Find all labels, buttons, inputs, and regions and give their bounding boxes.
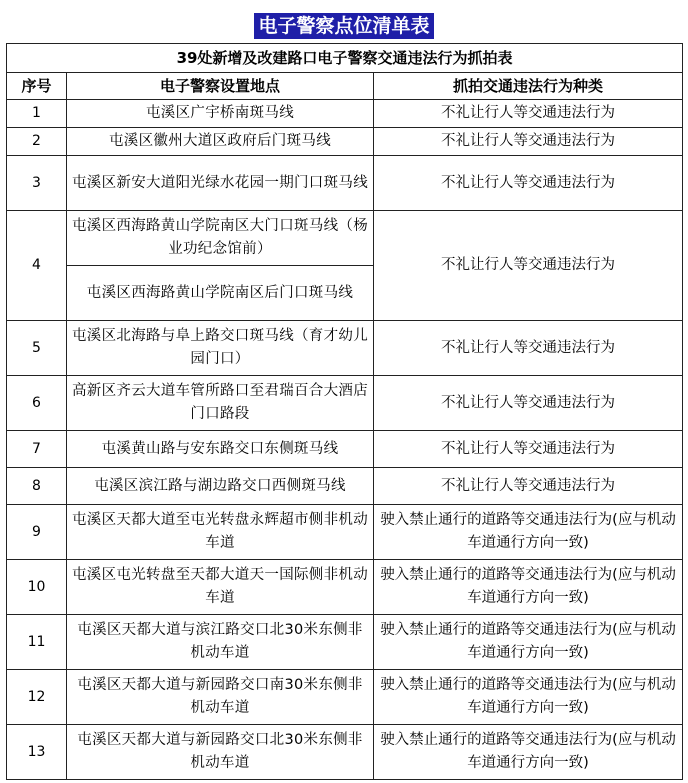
table-row [7,128,683,156]
row-number: 2 [7,128,67,156]
row-number: 3 [7,156,67,211]
row-number: 8 [7,468,67,505]
title-area [0,13,688,39]
row-location: 屯溪区西海路黄山学院南区大门口斑马线（杨业功纪念馆前） [67,211,374,266]
table-row [7,100,683,128]
row-location: 屯溪区天都大道与新园路交口北30米东侧非机动车道 [67,725,374,780]
row-violation: 不礼让行人等交通违法行为 [374,321,683,376]
table-row [7,211,683,266]
row-violation: 不礼让行人等交通违法行为 [374,100,683,128]
row-location: 屯溪黄山路与安东路交口东侧斑马线 [67,431,374,468]
row-violation: 不礼让行人等交通违法行为 [374,468,683,505]
violation-table [6,43,683,780]
table-row [7,468,683,505]
table-row [7,156,683,211]
row-violation: 驶入禁止通行的道路等交通违法行为(应与机动车道通行方向一致) [374,725,683,780]
row-number: 11 [7,615,67,670]
header-violation-type: 抓拍交通违法行为种类 [374,73,683,100]
row-number: 10 [7,560,67,615]
row-location: 屯溪区西海路黄山学院南区后门口斑马线 [67,266,374,321]
row-number: 4 [7,211,67,321]
row-violation: 不礼让行人等交通违法行为 [374,156,683,211]
row-location: 屯溪区天都大道至屯光转盘永辉超市侧非机动车道 [67,505,374,560]
row-number: 5 [7,321,67,376]
table-row [7,560,683,615]
table-row [7,321,683,376]
row-violation: 不礼让行人等交通违法行为 [374,211,683,321]
row-violation: 不礼让行人等交通违法行为 [374,128,683,156]
table-row [7,505,683,560]
row-location: 屯溪区屯光转盘至天都大道天一国际侧非机动车道 [67,560,374,615]
table-caption: 39处新增及改建路口电子警察交通违法行为抓拍表 [7,44,683,73]
row-location: 屯溪区滨江路与湖边路交口西侧斑马线 [67,468,374,505]
row-number: 9 [7,505,67,560]
row-violation: 不礼让行人等交通违法行为 [374,431,683,468]
row-violation: 驶入禁止通行的道路等交通违法行为(应与机动车道通行方向一致) [374,615,683,670]
row-location: 屯溪区广宇桥南斑马线 [67,100,374,128]
table-row [7,431,683,468]
table-row [7,725,683,780]
table-header-row [7,73,683,100]
row-location: 屯溪区天都大道与滨江路交口北30米东侧非机动车道 [67,615,374,670]
table-row [7,670,683,725]
row-violation: 驶入禁止通行的道路等交通违法行为(应与机动车道通行方向一致) [374,560,683,615]
table-caption-row [7,44,683,73]
row-violation: 不礼让行人等交通违法行为 [374,376,683,431]
table-row [7,615,683,670]
row-violation: 驶入禁止通行的道路等交通违法行为(应与机动车道通行方向一致) [374,670,683,725]
row-location: 屯溪区北海路与阜上路交口斑马线（育才幼儿园门口） [67,321,374,376]
row-number: 1 [7,100,67,128]
row-location: 高新区齐云大道车管所路口至君瑞百合大酒店门口路段 [67,376,374,431]
header-location: 电子警察设置地点 [67,73,374,100]
row-location: 屯溪区徽州大道区政府后门斑马线 [67,128,374,156]
row-violation: 驶入禁止通行的道路等交通违法行为(应与机动车道通行方向一致) [374,505,683,560]
row-location: 屯溪区天都大道与新园路交口南30米东侧非机动车道 [67,670,374,725]
row-number: 7 [7,431,67,468]
page-title: 电子警察点位清单表 [254,13,433,39]
row-number: 6 [7,376,67,431]
row-number: 12 [7,670,67,725]
table-row [7,376,683,431]
header-serial-number: 序号 [7,73,67,100]
row-number: 13 [7,725,67,780]
row-location: 屯溪区新安大道阳光绿水花园一期门口斑马线 [67,156,374,211]
